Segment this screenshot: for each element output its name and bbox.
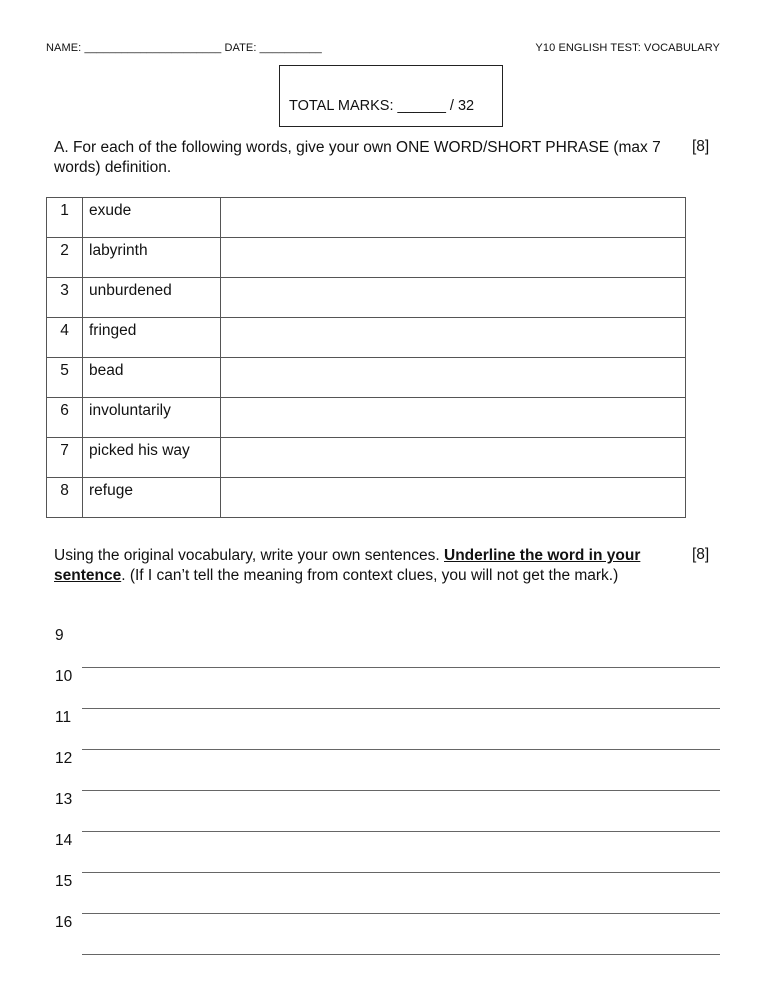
section-b-marks: [8] xyxy=(692,546,710,563)
vocab-word: fringed xyxy=(83,318,221,358)
definition-cell[interactable] xyxy=(221,238,686,278)
definition-cell[interactable] xyxy=(221,278,686,318)
answer-line[interactable] xyxy=(82,954,720,955)
row-number: 4 xyxy=(47,318,83,358)
row-number: 2 xyxy=(47,238,83,278)
row-number: 6 xyxy=(47,398,83,438)
definition-cell[interactable] xyxy=(221,318,686,358)
vocab-word: labyrinth xyxy=(83,238,221,278)
answer-line[interactable] xyxy=(82,667,720,668)
definition-cell[interactable] xyxy=(221,398,686,438)
total-marks-box xyxy=(279,65,503,127)
answer-line[interactable] xyxy=(82,749,720,750)
sentence-number: 16 xyxy=(55,914,73,931)
answer-line[interactable] xyxy=(82,872,720,873)
answer-line[interactable] xyxy=(82,708,720,709)
answer-line[interactable] xyxy=(82,913,720,914)
table-row xyxy=(47,318,686,358)
definition-cell[interactable] xyxy=(221,198,686,238)
sentence-number: 12 xyxy=(55,750,73,767)
table-row xyxy=(47,238,686,278)
section-b-instruction-end: . (If I can’t tell the meaning from context clues, you will not get the mark.) xyxy=(121,567,619,584)
name-date-line: NAME: ______________________ DATE: __________ xyxy=(46,42,322,54)
vocab-word: refuge xyxy=(83,478,221,518)
section-b-instruction-start: Using the original vocabulary, write your own sentences. xyxy=(54,547,444,564)
sentence-number: 10 xyxy=(55,668,73,685)
table-row xyxy=(47,358,686,398)
definition-cell[interactable] xyxy=(221,478,686,518)
vocab-word: picked his way xyxy=(83,438,221,478)
sentence-number: 14 xyxy=(55,832,73,849)
sentence-number: 9 xyxy=(55,627,64,644)
section-b-instruction xyxy=(54,546,682,586)
vocab-word: unburdened xyxy=(83,278,221,318)
section-b-underlined-instruction: Underline the word in your sentence xyxy=(54,547,641,584)
sentence-number: 13 xyxy=(55,791,73,808)
sentence-number: 11 xyxy=(55,709,72,726)
table-row xyxy=(47,398,686,438)
vocab-word: bead xyxy=(83,358,221,398)
test-title: Y10 ENGLISH TEST: VOCABULARY xyxy=(535,42,720,54)
table-row xyxy=(47,198,686,238)
vocab-word: exude xyxy=(83,198,221,238)
page-header xyxy=(46,42,720,58)
answer-line[interactable] xyxy=(82,831,720,832)
row-number: 3 xyxy=(47,278,83,318)
section-a-instruction: A. For each of the following words, give your own ONE WORD/SHORT PHRASE (max 7 words) definition. xyxy=(54,139,661,176)
row-number: 8 xyxy=(47,478,83,518)
row-number: 1 xyxy=(47,198,83,238)
table-row xyxy=(47,438,686,478)
definition-cell[interactable] xyxy=(221,438,686,478)
vocabulary-table xyxy=(46,197,686,518)
total-marks-label: TOTAL MARKS: ______ / 32 xyxy=(289,98,475,114)
section-a-marks: [8] xyxy=(692,138,710,155)
table-row xyxy=(47,278,686,318)
sentence-number: 15 xyxy=(55,873,73,890)
row-number: 5 xyxy=(47,358,83,398)
table-row xyxy=(47,478,686,518)
answer-line[interactable] xyxy=(82,790,720,791)
vocab-word: involuntarily xyxy=(83,398,221,438)
definition-cell[interactable] xyxy=(221,358,686,398)
row-number: 7 xyxy=(47,438,83,478)
